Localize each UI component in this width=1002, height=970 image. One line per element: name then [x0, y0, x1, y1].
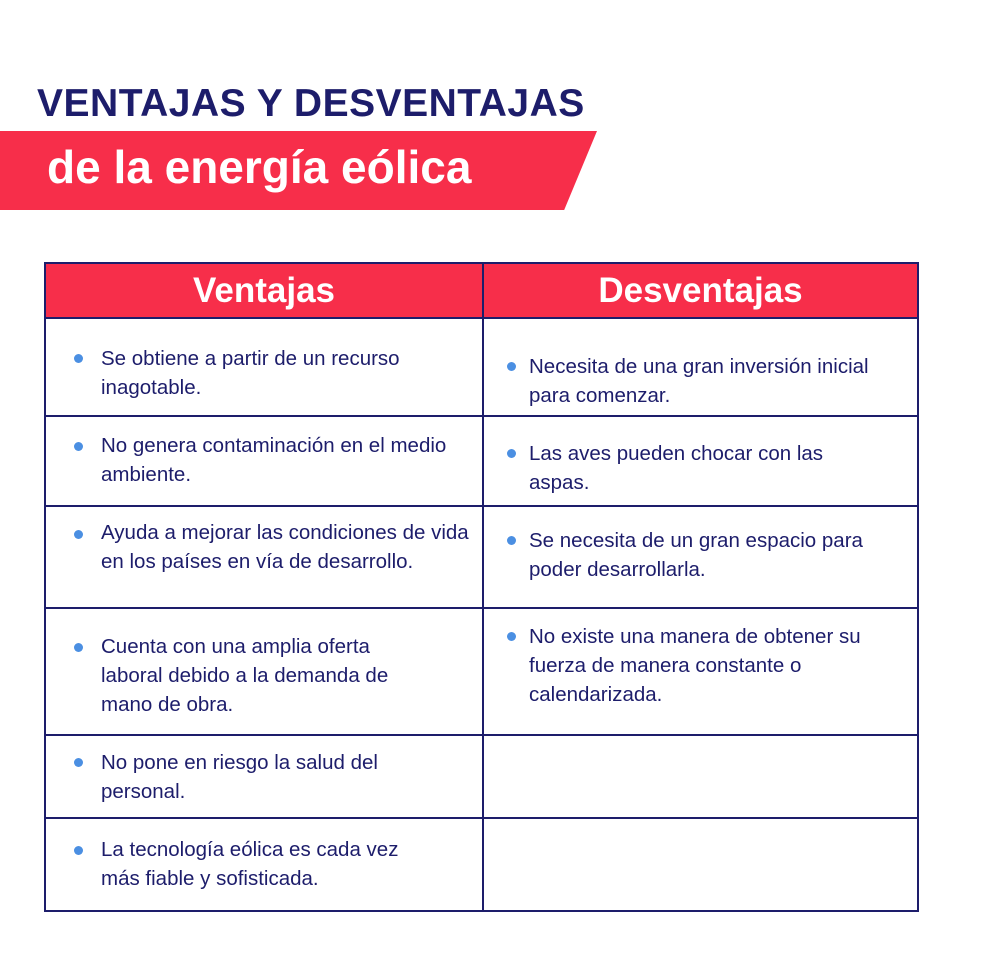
ventaja-item: No genera contaminación en el medio ambiente. [101, 434, 447, 486]
desventaja-item: No existe una manera de obtener su fuerza de manera constante o calendarizada. [529, 625, 861, 706]
ventaja-item: No pone en riesgo la salud del personal. [101, 751, 378, 803]
bullet-icon [74, 643, 83, 652]
row-divider [46, 734, 917, 736]
title-line-1: VENTAJAS Y DESVENTAJAS [37, 82, 585, 125]
desventaja-item: Se necesita de un gran espacio para poder desarrollarla. [529, 529, 863, 581]
desventaja-item: Necesita de una gran inversión inicial para comenzar. [529, 355, 869, 407]
row-divider [46, 607, 917, 609]
header-desventajas: Desventajas [598, 271, 803, 310]
desventaja-item: Las aves pueden chocar con las aspas. [529, 442, 824, 494]
bullet-icon [507, 536, 516, 545]
row-divider [46, 415, 917, 417]
title-line-2: de la energía eólica [47, 141, 472, 193]
bullet-icon [74, 846, 83, 855]
row-divider [46, 505, 917, 507]
bullet-icon [507, 449, 516, 458]
ventaja-item: Cuenta con una amplia oferta laboral debido a la demanda de mano de obra. [101, 635, 389, 716]
bullet-icon [507, 632, 516, 641]
row-divider [46, 817, 917, 819]
column-divider [482, 264, 484, 910]
bullet-icon [74, 354, 83, 363]
header-ventajas: Ventajas [192, 271, 336, 310]
bullet-icon [74, 530, 83, 539]
bullet-icon [74, 442, 83, 451]
ventaja-item: Ayuda a mejorar las condiciones de vida en los países en vía de desarrollo. [101, 521, 469, 573]
bullet-icon [74, 758, 83, 767]
bullet-icon [507, 362, 516, 371]
ventaja-item: La tecnología eólica es cada vez más fiable y sofisticada. [101, 838, 399, 890]
ventaja-item: Se obtiene a partir de un recurso inagotable. [101, 347, 400, 399]
comparison-table [44, 262, 919, 912]
